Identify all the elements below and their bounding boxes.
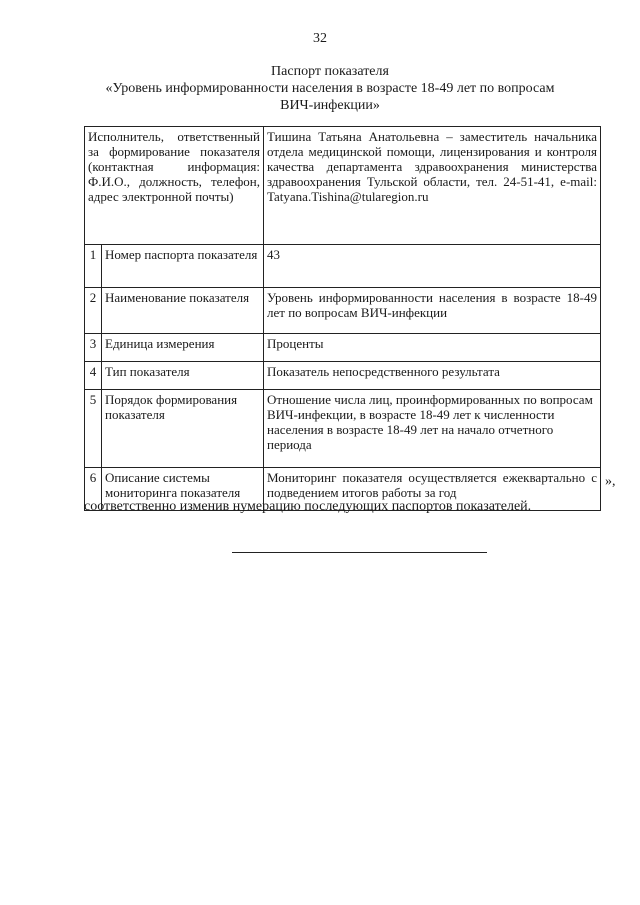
closing-quote: », bbox=[605, 474, 616, 489]
row-label: Номер паспорта показателя bbox=[102, 245, 264, 288]
table-row bbox=[85, 245, 601, 288]
row-number: 4 bbox=[85, 362, 102, 390]
row-value: Мониторинг показателя осуществляется ежеквартально с подведением итогов работы за год bbox=[264, 468, 601, 511]
row-label: Порядок формирования показателя bbox=[102, 390, 264, 468]
executor-label: Исполнитель, ответственный за формирование показателя (контактная информация: Ф.И.О., должность, телефон, адрес электронной почты) bbox=[85, 127, 264, 245]
tail-text: соответственно изменив нумерацию последующих паспортов показателей. bbox=[84, 499, 532, 514]
row-number: 6 bbox=[85, 468, 102, 511]
row-number: 2 bbox=[85, 288, 102, 334]
passport-title bbox=[60, 63, 600, 114]
row-value: Уровень информированности населения в возрасте 18-49 лет по вопросам ВИЧ-инфекции bbox=[264, 288, 601, 334]
row-number: 1 bbox=[85, 245, 102, 288]
table-row bbox=[85, 288, 601, 334]
executor-row bbox=[85, 127, 601, 245]
row-label: Наименование показателя bbox=[102, 288, 264, 334]
row-value: Показатель непосредственного результата bbox=[264, 362, 601, 390]
table-row bbox=[85, 390, 601, 468]
row-value: Отношение числа лиц, проинформированных по вопросам ВИЧ-инфекции, в возрасте 18-49 лет к численности населения в возрасте 18-49 лет на начало отчетного периода bbox=[264, 390, 601, 468]
table-row bbox=[85, 362, 601, 390]
row-value: Проценты bbox=[264, 334, 601, 362]
passport-table bbox=[84, 126, 601, 511]
title-line-2: «Уровень информированности населения в возрасте 18-49 лет по вопросам bbox=[105, 81, 555, 96]
executor-value: Тишина Татьяна Анатольевна – заместитель начальника отдела медицинской помощи, лицензирования и контроля качества департамента здравоохранения министерства здравоохранения Тульской области, тел. 24-51-41, e-mail: Tatyana.Tishina@tularegion.ru bbox=[264, 127, 601, 245]
row-value: 43 bbox=[264, 245, 601, 288]
row-number: 3 bbox=[85, 334, 102, 362]
title-line-1: Паспорт показателя bbox=[271, 64, 389, 79]
row-label: Тип показателя bbox=[102, 362, 264, 390]
row-label: Единица измерения bbox=[102, 334, 264, 362]
separator-line bbox=[232, 552, 487, 553]
page-number: 32 bbox=[313, 31, 327, 46]
row-label: Описание системы мониторинга показателя bbox=[102, 468, 264, 511]
row-number: 5 bbox=[85, 390, 102, 468]
title-line-3: ВИЧ-инфекции» bbox=[280, 98, 380, 113]
table-row bbox=[85, 334, 601, 362]
